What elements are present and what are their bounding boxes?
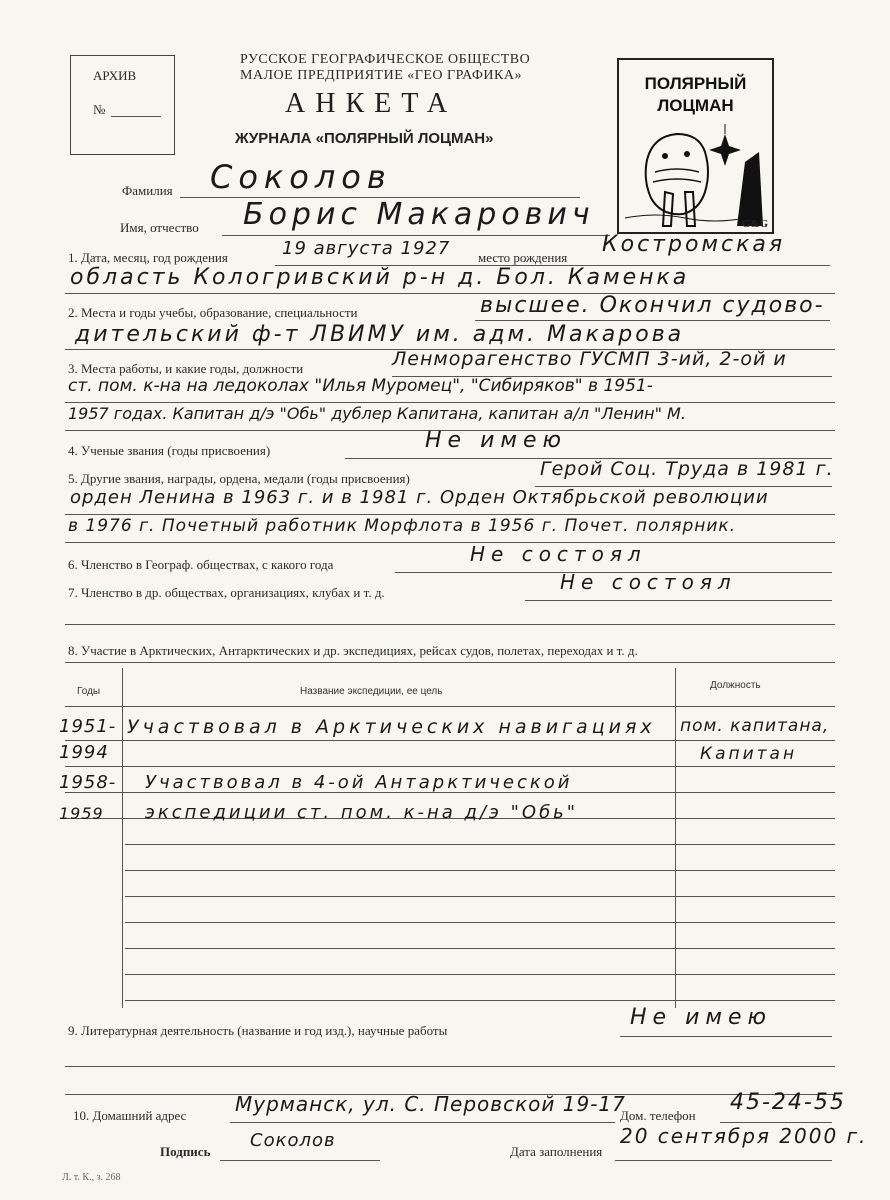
surname-label: Фамилия [122,183,173,198]
journal-logo [617,58,774,234]
row-line-10 [125,974,835,975]
q5-label: 5. Другие звания, награды, ордена, медали (годы присвоения) [68,471,410,486]
q3-label: 3. Места работы, и какие годы, должности [68,361,304,376]
q10-value[interactable]: Мурманск, ул. С. Перовской 19-17 [235,1092,626,1116]
q9-line2 [65,1066,835,1067]
row-line-11 [125,1000,835,1001]
q9-line [620,1036,832,1037]
q3-value3[interactable]: 1957 годах. Капитан д/э "Обь" дублер Капитана, капитан а/л "Ленин" М. [68,404,686,423]
archive-number-label: № [93,102,106,117]
date-value[interactable]: 20 сентября 2000 г. [620,1124,868,1148]
q5-value1[interactable]: Герой Соц. Труда в 1981 г. [540,458,834,480]
col-divider-1 [122,668,123,1008]
page-title: АНКЕТА [285,88,458,119]
q5-value3[interactable]: в 1976 г. Почетный работник Морфлота в 1956 г. Почет. полярник. [68,516,737,536]
q5-value2[interactable]: орден Ленина в 1963 г. и в 1981 г. Орден Октябрьской революции [70,487,769,508]
date-line [615,1160,832,1161]
q2-value2[interactable]: дительский ф-т ЛВИМУ им. адм. Макарова [75,322,685,347]
archive-label: АРХИВ [93,68,137,83]
archive-box [70,55,175,155]
name-line [222,235,610,236]
q7-label: 7. Членство в др. обществах, организациях, клубах и т. д. [68,585,385,600]
col-header-years: Годы [77,686,101,697]
table-header-line [65,706,835,707]
q2-value1[interactable]: высшее. Окончил судово- [480,293,825,318]
enterprise-name: МАЛОЕ ПРЕДПРИЯТИЕ «ГЕО ГРАФИКА» [240,68,522,83]
q1-place-label: место рождения [478,250,568,265]
q3-line2 [65,402,835,403]
logo-mark: G&G [741,218,768,230]
q4-value[interactable]: Не имею [425,428,568,453]
col-divider-2 [675,668,676,1008]
logo-line2: ЛОЦМАН [657,96,734,115]
table-row-3-name: Участвовал в 4-ой Антарктической [145,772,573,793]
row-line-7 [125,896,835,897]
q1-label: 1. Дата, месяц, год рождения [68,250,228,265]
page-subtitle: ЖУРНАЛА «ПОЛЯРНЫЙ ЛОЦМАН» [235,130,494,147]
surname-value[interactable]: Соколов [210,158,392,196]
q3-value1[interactable]: Ленморагенство ГУСМП 3-ий, 2-ой и [392,348,787,370]
q1-place-value2[interactable]: область Кологривский р-н д. Бол. Каменка [70,265,690,290]
q8-line [65,662,835,663]
row-line-8 [125,922,835,923]
archive-number-line [111,116,161,117]
col-header-name: Название экспедиции, ее цель [300,686,443,697]
row-line-2 [65,766,835,767]
name-label: Имя, отчество [120,220,199,235]
signature-value[interactable]: Соколов [250,1130,336,1151]
q2-line [475,320,830,321]
table-row-3-years: 1958- [59,772,117,793]
q10-label: 10. Домашний адрес [73,1108,187,1123]
q10-line [230,1122,615,1123]
table-row-2-position: Капитан [700,744,798,764]
q7-line [525,600,832,601]
q8-label: 8. Участие в Арктических, Антарктических и др. экспедициях, рейсах судов, полетах, переходах и т. д. [68,643,638,658]
q5-line3 [65,542,835,543]
q3-value2[interactable]: ст. пом. к-на на ледоколах "Илья Муромец", "Сибиряков" в 1951- [68,376,653,396]
col-header-position: Должность [710,680,761,691]
q1-date[interactable]: 19 августа 1927 [282,238,451,259]
walrus-icon [625,122,765,228]
q1-place-value1[interactable]: Костромская [602,232,786,257]
row-line-1 [65,740,835,741]
q7-line2 [65,624,835,625]
phone-value[interactable]: 45-24-55 [730,1090,846,1115]
table-row-1-name: Участвовал в Арктических навигациях [127,716,656,738]
table-row-2-years: 1994 [59,742,109,763]
logo-line1: ПОЛЯРНЫЙ [644,74,747,93]
row-line-9 [125,948,835,949]
q9-value[interactable]: Не имею [630,1005,773,1030]
q6-label: 6. Членство в Географ. обществах, с какого года [68,557,334,572]
footer-code: Л. т. К., з. 268 [62,1172,121,1183]
table-row-4-name: экспедиции ст. пом. к-на д/э "Обь" [145,802,579,823]
table-row-1-years: 1951- [59,716,117,737]
name-value[interactable]: Борис Макарович [243,197,595,232]
row-line-5 [125,844,835,845]
q9-label: 9. Литературная деятельность (название и год изд.), научные работы [68,1023,448,1038]
q6-value[interactable]: Не состоял [470,542,647,566]
signature-line [220,1160,380,1161]
q7-value[interactable]: Не состоял [560,570,737,594]
table-row-1-position: пом. капитана, [680,716,830,736]
date-label: Дата заполнения [510,1144,603,1159]
q5-line2 [65,514,835,515]
expeditions-table [59,668,835,1008]
q4-label: 4. Ученые звания (годы присвоения) [68,443,271,458]
society-name: РУССКОЕ ГЕОГРАФИЧЕСКОЕ ОБЩЕСТВО [240,52,531,67]
phone-line [720,1122,832,1123]
row-line-6 [125,870,835,871]
table-row-4-years: 1959 [59,804,104,823]
q2-label: 2. Места и годы учебы, образование, специальности [68,305,358,320]
phone-label: Дом. телефон [620,1108,696,1123]
signature-label: Подпись [160,1144,211,1159]
